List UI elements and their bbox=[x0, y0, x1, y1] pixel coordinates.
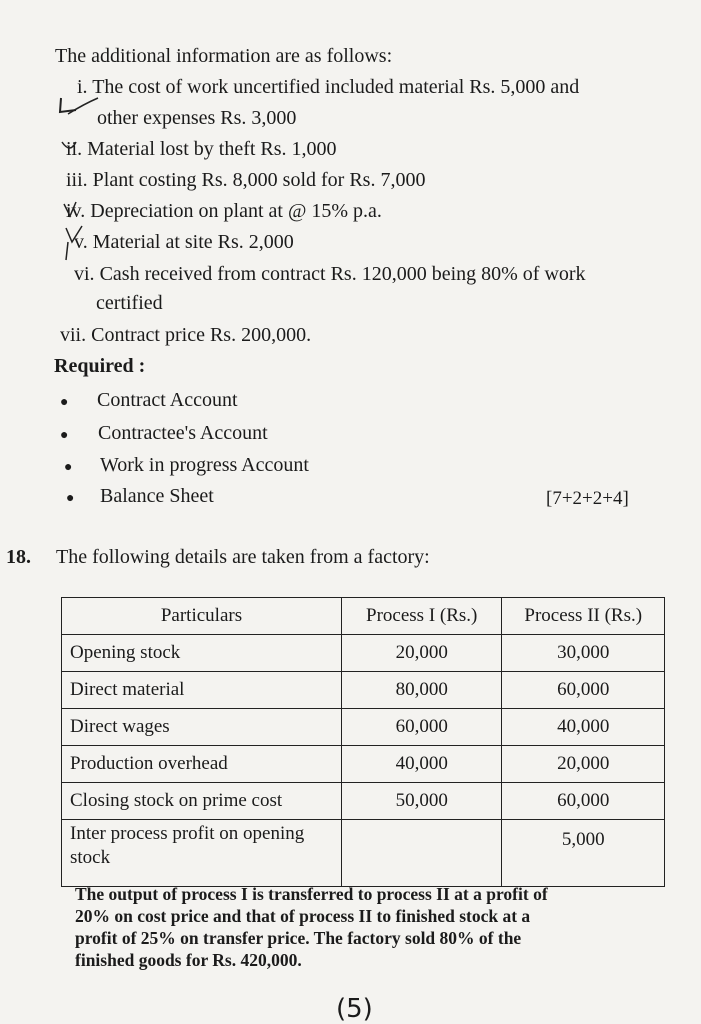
item-text: The cost of work uncertified included material Rs. 5,000 and bbox=[92, 76, 580, 98]
info-item-6-cont: certified bbox=[96, 292, 163, 314]
required-item-text: Contractee's Account bbox=[98, 422, 268, 444]
required-item bbox=[66, 484, 214, 511]
row-label: Production overhead bbox=[62, 746, 342, 783]
question-note bbox=[75, 883, 655, 971]
item-number: i. bbox=[77, 76, 88, 98]
required-item bbox=[64, 453, 309, 480]
page-number: (5) bbox=[336, 994, 373, 1024]
info-item-3 bbox=[66, 168, 425, 192]
marks-allocation: [7+2+2+4] bbox=[546, 488, 629, 509]
item-text: Cash received from contract Rs. 120,000 being 80% of work bbox=[99, 263, 586, 285]
bullet-icon: ● bbox=[66, 491, 75, 506]
cell-process-2: 5,000 bbox=[502, 820, 665, 887]
info-item-5 bbox=[74, 230, 294, 254]
info-item-6 bbox=[74, 262, 586, 286]
table-header-row bbox=[62, 598, 665, 635]
note-line: 20% on cost price and that of process II to finished stock at a bbox=[75, 906, 531, 926]
required-item-text: Work in progress Account bbox=[100, 454, 309, 476]
required-item bbox=[60, 388, 238, 415]
cell-process-1: 80,000 bbox=[341, 672, 502, 709]
cell-process-2: 20,000 bbox=[502, 746, 665, 783]
table-row bbox=[62, 820, 665, 887]
item-text: Plant costing Rs. 8,000 sold for Rs. 7,000 bbox=[92, 169, 426, 191]
header-particulars: Particulars bbox=[62, 598, 342, 635]
item-number: vii. bbox=[60, 324, 87, 346]
required-label: Required : bbox=[54, 355, 146, 377]
item-text: Depreciation on plant at @ 15% p.a. bbox=[90, 200, 382, 222]
item-number: v. bbox=[74, 231, 88, 253]
row-label: Inter process profit on opening stock bbox=[62, 820, 342, 887]
question-text: The following details are taken from a factory: bbox=[56, 546, 430, 568]
row-label: Direct wages bbox=[62, 709, 342, 746]
required-item bbox=[60, 421, 268, 448]
required-item-text: Contract Account bbox=[97, 389, 238, 411]
note-line: profit of 25% on transfer price. The factory sold 80% of the bbox=[75, 928, 522, 948]
row-label: Direct material bbox=[62, 672, 342, 709]
note-line: The output of process I is transferred to process II at a profit of bbox=[75, 884, 548, 904]
info-item-4 bbox=[66, 199, 382, 223]
table-row bbox=[62, 746, 665, 783]
item-text: Material lost by theft Rs. 1,000 bbox=[87, 138, 337, 160]
bullet-icon: ● bbox=[60, 428, 69, 443]
header-process-2: Process II (Rs.) bbox=[502, 598, 665, 635]
cell-process-2: 40,000 bbox=[502, 709, 665, 746]
process-table bbox=[61, 597, 665, 887]
row-label: Opening stock bbox=[62, 635, 342, 672]
item-number: ii. bbox=[66, 138, 83, 160]
cell-process-1: 20,000 bbox=[341, 635, 502, 672]
table-row bbox=[62, 709, 665, 746]
item-text: Contract price Rs. 200,000. bbox=[91, 324, 312, 346]
info-item-2 bbox=[66, 137, 337, 161]
table-row bbox=[62, 783, 665, 820]
required-item-text: Balance Sheet bbox=[100, 485, 214, 507]
intro-text: The additional information are as follows: bbox=[55, 45, 393, 67]
table-row bbox=[62, 672, 665, 709]
table-row bbox=[62, 635, 665, 672]
item-text: Material at site Rs. 2,000 bbox=[92, 231, 294, 253]
cell-process-2: 60,000 bbox=[502, 783, 665, 820]
question-number: 18. bbox=[6, 546, 31, 568]
info-item-1-cont: other expenses Rs. 3,000 bbox=[97, 107, 297, 129]
info-item-1 bbox=[77, 75, 579, 99]
note-line: finished goods for Rs. 420,000. bbox=[75, 950, 302, 970]
bullet-icon: ● bbox=[64, 460, 73, 475]
item-number: iii. bbox=[66, 169, 88, 191]
cell-process-1: 40,000 bbox=[341, 746, 502, 783]
info-item-7 bbox=[60, 323, 311, 347]
item-number: iv. bbox=[66, 200, 86, 222]
cell-process-1: 50,000 bbox=[341, 783, 502, 820]
cell-process-1 bbox=[341, 820, 502, 887]
item-number: vi. bbox=[74, 263, 95, 285]
cell-process-2: 60,000 bbox=[502, 672, 665, 709]
cell-process-2: 30,000 bbox=[502, 635, 665, 672]
header-process-1: Process I (Rs.) bbox=[341, 598, 502, 635]
cell-process-1: 60,000 bbox=[341, 709, 502, 746]
row-label: Closing stock on prime cost bbox=[62, 783, 342, 820]
handwritten-tick-marks bbox=[58, 92, 102, 272]
bullet-icon: ● bbox=[60, 395, 69, 410]
